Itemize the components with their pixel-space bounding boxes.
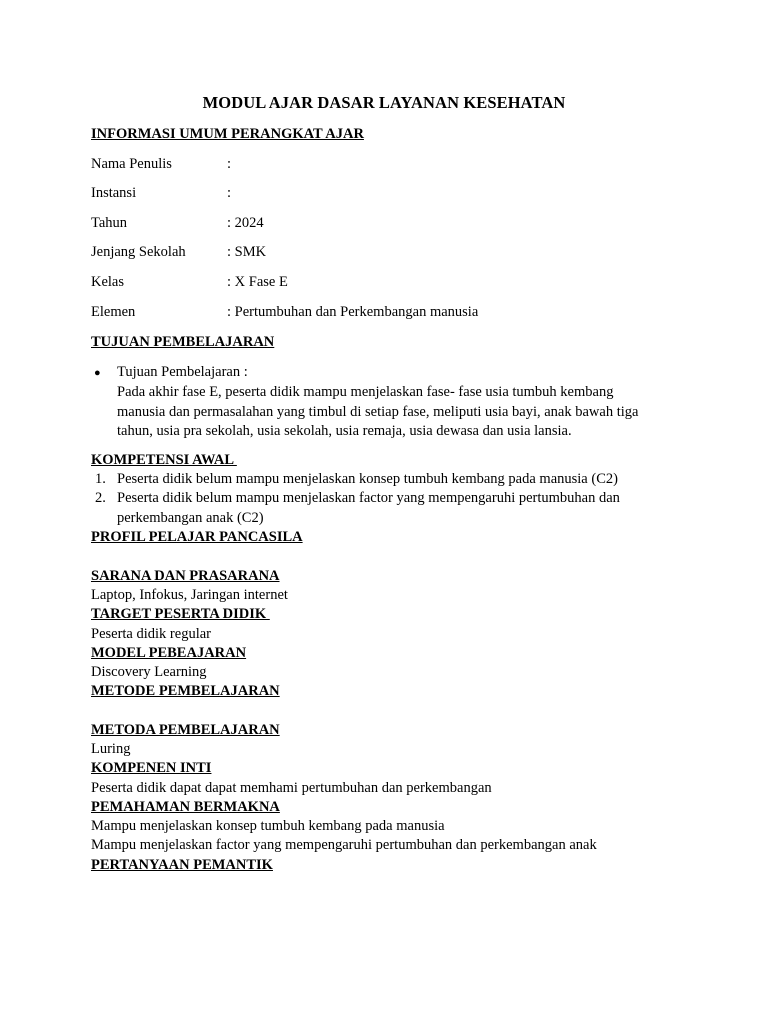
info-value-instansi: : <box>227 185 232 201</box>
info-label-jenjang: Jenjang Sekolah <box>91 244 186 260</box>
list-number: 2. <box>95 490 106 506</box>
pemahaman-heading: PEMAHAMAN BERMAKNA <box>91 799 280 815</box>
info-value-jenjang: : SMK <box>227 244 267 260</box>
sarana-text: Laptop, Infokus, Jaringan internet <box>91 587 288 603</box>
kompetensi-item: Peserta didik belum mampu menjelaskan konsep tumbuh kembang pada manusia (C2) <box>117 471 618 487</box>
kompetensi-item: Peserta didik belum mampu menjelaskan factor yang mempengaruhi pertumbuhan dan <box>117 490 620 506</box>
target-text: Peserta didik regular <box>91 626 211 642</box>
metoda-text: Luring <box>91 741 131 757</box>
profil-heading: PROFIL PELAJAR PANCASILA <box>91 529 303 545</box>
info-label-elemen: Elemen <box>91 304 136 320</box>
kompenen-text: Peserta didik dapat dapat memhami pertumbuhan dan perkembangan <box>91 780 492 796</box>
info-label-penulis: Nama Penulis <box>91 156 172 172</box>
tujuan-line: Pada akhir fase E, peserta didik mampu menjelaskan fase- fase usia tumbuh kembang <box>117 384 614 400</box>
info-label-kelas: Kelas <box>91 274 125 290</box>
target-heading: TARGET PESERTA DIDIK <box>91 606 270 622</box>
document-title: MODUL AJAR DASAR LAYANAN KESEHATAN <box>202 93 566 112</box>
info-value-penulis: : <box>227 156 232 172</box>
sarana-heading: SARANA DAN PRASARANA <box>91 568 280 584</box>
tujuan-heading: TUJUAN PEMBELAJARAN <box>91 334 275 350</box>
tujuan-line: tahun, usia pra sekolah, usia sekolah, usia remaja, usia dewasa dan usia lansia. <box>117 423 572 439</box>
list-number: 1. <box>95 471 106 487</box>
kompetensi-heading: KOMPETENSI AWAL <box>91 452 237 468</box>
info-value-kelas: : X Fase E <box>227 274 288 290</box>
kompetensi-item-cont: perkembangan anak (C2) <box>117 510 264 526</box>
info-label-instansi: Instansi <box>91 185 137 201</box>
model-heading: MODEL PEBEAJARAN <box>91 645 247 661</box>
info-label-tahun: Tahun <box>91 215 128 231</box>
info-value-tahun: : 2024 <box>227 215 264 231</box>
tujuan-line: manusia dan permasalahan yang timbul di setiap fase, meliputi usia bayi, anak bawah tiga <box>117 404 639 420</box>
metode-heading: METODE PEMBELAJARAN <box>91 683 280 699</box>
pemahaman-line: Mampu menjelaskan factor yang mempengaruhi pertumbuhan dan perkembangan anak <box>91 837 597 853</box>
pertanyaan-heading: PERTANYAAN PEMANTIK <box>91 857 273 873</box>
kompenen-heading: KOMPENEN INTI <box>91 760 212 776</box>
metoda-heading: METODA PEMBELAJARAN <box>91 722 280 738</box>
bullet-icon: ● <box>94 367 101 379</box>
model-text: Discovery Learning <box>91 664 207 680</box>
pemahaman-line: Mampu menjelaskan konsep tumbuh kembang pada manusia <box>91 818 445 834</box>
info-value-elemen: : Pertumbuhan dan Perkembangan manusia <box>227 304 479 320</box>
info-heading: INFORMASI UMUM PERANGKAT AJAR <box>91 126 364 142</box>
tujuan-label: Tujuan Pembelajaran : <box>117 364 248 380</box>
